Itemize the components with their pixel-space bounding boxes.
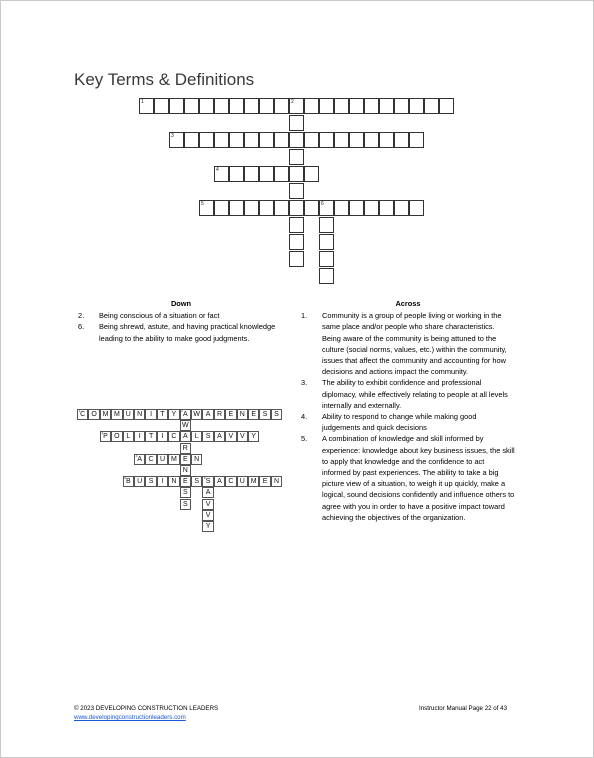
solution-letter: I [138,433,141,441]
solution-cell [214,409,225,420]
solution-cell [157,431,168,442]
solution-number-label: 4 [135,453,138,458]
clue-text: The ability to exhibit confidence and professional diplomacy, while effectively relating to people at all levels internally and externally. [322,378,508,410]
solution-cell [134,454,145,465]
solution-cell [202,476,213,487]
solution-letter: T [160,411,165,418]
solution-cell [134,476,145,487]
solution-cell [123,431,134,442]
solution-cell [100,431,111,442]
solution-cell [191,409,202,420]
solution-letter: P [103,433,108,441]
solution-cell [180,443,191,454]
solution-letter: S [262,411,268,418]
solution-cell [259,476,270,487]
solution-letter: S [148,478,154,486]
solution-cell [134,409,145,420]
solution-letter: I [150,411,153,418]
solution-cell [259,409,270,420]
solution-letter: A [217,478,222,486]
solution-letter: C [80,411,86,418]
clue-number-label: 1 [141,99,144,105]
solution-cell [88,409,99,420]
clue-number: 6. [78,322,85,332]
solution-letter: O [91,411,97,418]
clue-text: Being shrewd, astute, and having practical knowledge leading to the ability to make good judgments. [99,322,276,343]
page-title: Key Terms & Definitions [74,70,255,89]
solution-letter: B [125,478,131,486]
solution-cell [157,409,168,420]
solution-letter: N [273,478,280,486]
solution-cell [248,409,259,420]
solution-cell [180,431,191,442]
solution-letter: A [205,489,211,497]
solution-letter: A [217,433,222,441]
solution-cell [248,431,259,442]
solution-letter: V [239,433,245,441]
solution-letter: Y [171,411,177,418]
across-heading: Across [395,299,421,308]
solution-letter: M [250,478,257,486]
solution-letter: T [148,433,154,441]
solution-number-label: 2 [181,409,184,413]
solution-letter: R [216,411,223,418]
solution-letter: A [205,411,211,418]
solution-cell [157,454,168,465]
solution-letter: U [125,411,131,418]
solution-letter: E [251,411,257,418]
solution-letter: N [194,455,200,463]
solution-number-label: 5 [124,476,127,481]
solution-cell [100,409,111,420]
copyright: © 2023 DEVELOPING CONSTRUCTION LEADERS [74,705,219,712]
solution-letter: R [182,444,188,452]
solution-letter: S [194,478,200,486]
solution-cell [123,409,134,420]
solution-letter: S [274,411,279,418]
clue-number-label: 2 [291,99,294,105]
solution-letter: V [228,433,234,441]
solution-letter: C [228,478,234,486]
clue-number-label: 3 [171,133,174,139]
solution-cell [191,454,202,465]
solution-cell [111,431,122,442]
clue-text: A combination of knowledge and skill informed by experience: knowledge about key business issues, the skill to apply that knowledge and the confidence to act informed by past experiences. The ability to take a big picture view of a situation, to weigh it up quickly, make a logical, sound decisions confidently and influence others to agree with you in order to have a positive impact toward achieving the objectives of the organization. [322,434,515,522]
solution-letter: E [262,478,268,486]
solution-letter: Y [251,433,257,441]
solution-letter: S [182,500,188,508]
solution-letter: U [239,478,245,486]
solution-cell [180,409,191,420]
solution-cell [271,476,282,487]
solution-letter: L [126,433,131,441]
solution-letter: I [161,433,164,441]
clue-number-label: 4 [216,167,219,173]
solution-cell [77,409,88,420]
solution-cell [168,454,179,465]
solution-cell [225,431,236,442]
solution-cell [202,431,213,442]
solution-letter: Y [205,523,211,530]
clue-number-label: 6 [321,201,324,207]
solution-letter: A [137,455,143,463]
solution-cell [237,409,248,420]
solution-cell [180,465,191,476]
solution-letter: M [113,411,120,418]
clue-number: 2. [78,311,85,321]
solution-cell [168,409,179,420]
down-heading: Down [170,299,192,308]
solution-cell [111,409,122,420]
solution-letter: M [102,411,109,418]
solution-cell [123,476,134,487]
solution-letter: V [205,500,211,508]
solution-letter: S [182,489,188,497]
clue-text: Community is a group of people living or working in the same place and/or people who share characteristics. Being aware of the community is being attuned to the culture (social norms, values, etc.) within the community, issues that affect the community and accounting for how decisions and actions impact the community. [322,311,507,377]
solution-letter: W [193,411,200,418]
solution-letter: N [171,478,177,486]
solution-letter: A [182,411,188,418]
clue-number: 1. [301,311,308,321]
solution-letter: N [137,411,143,418]
solution-letter: N [239,411,245,418]
solution-cell [180,420,191,431]
solution-letter: U [159,455,166,463]
solution-cell [145,454,156,465]
solution-letter: M [170,455,177,463]
solution-cell [225,409,236,420]
clue-text: Being conscious of a situation or fact [99,311,220,321]
website-link[interactable]: www.developingconstructionleaders.com [74,714,186,721]
solution-cell [134,431,145,442]
solution-cell [214,431,225,442]
solution-cell [214,476,225,487]
solution-cell [180,454,191,465]
solution-cell [180,476,191,487]
solution-letter: C [148,455,154,463]
solution-cell [202,510,213,521]
solution-letter: W [181,422,189,430]
solution-letter: N [182,467,188,474]
solution-cell [180,499,191,510]
solution-letter: E [228,411,234,418]
solution-letter: U [137,478,143,486]
solution-cell [145,476,156,487]
solution-cell [180,487,191,498]
clue-number: 3. [301,378,308,388]
solution-letter: E [182,478,188,486]
solution-letter: S [205,478,211,486]
solution-cell [202,521,213,532]
solution-letter: S [205,433,211,441]
solution-letter: O [114,433,120,441]
solution-cell [225,476,236,487]
solution-letter: I [161,478,164,486]
solution-cell [202,499,213,510]
solution-letter: L [194,433,199,441]
solution-letter: E [182,455,188,463]
solution-cell [202,487,213,498]
page-number: Instructor Manual Page 22 of 43 [419,705,508,712]
solution-cell [145,409,156,420]
solution-letter: V [205,511,211,519]
solution-cell [248,476,259,487]
clue-number: 4. [301,412,308,422]
solution-cell [168,476,179,487]
clue-number: 5. [301,434,308,444]
solution-number-label: 1 [78,409,81,413]
solution-cell [168,431,179,442]
solution-cell [237,431,248,442]
solution-cell [157,476,168,487]
solution-cell [191,476,202,487]
solution-number-label: 3 [101,431,104,436]
clue-text: Ability to respond to change while making good judgements and quick decisions [322,412,477,433]
footer-left [74,704,218,722]
solution-cell [271,409,282,420]
clue-number-label: 5 [201,201,204,207]
solution-cell [237,476,248,487]
solution-cell [191,431,202,442]
solution-letter: C [171,433,177,441]
solution-cell [202,409,213,420]
solution-cell [145,431,156,442]
solution-number-label: 6 [203,476,206,481]
solution-letter: A [182,433,188,441]
